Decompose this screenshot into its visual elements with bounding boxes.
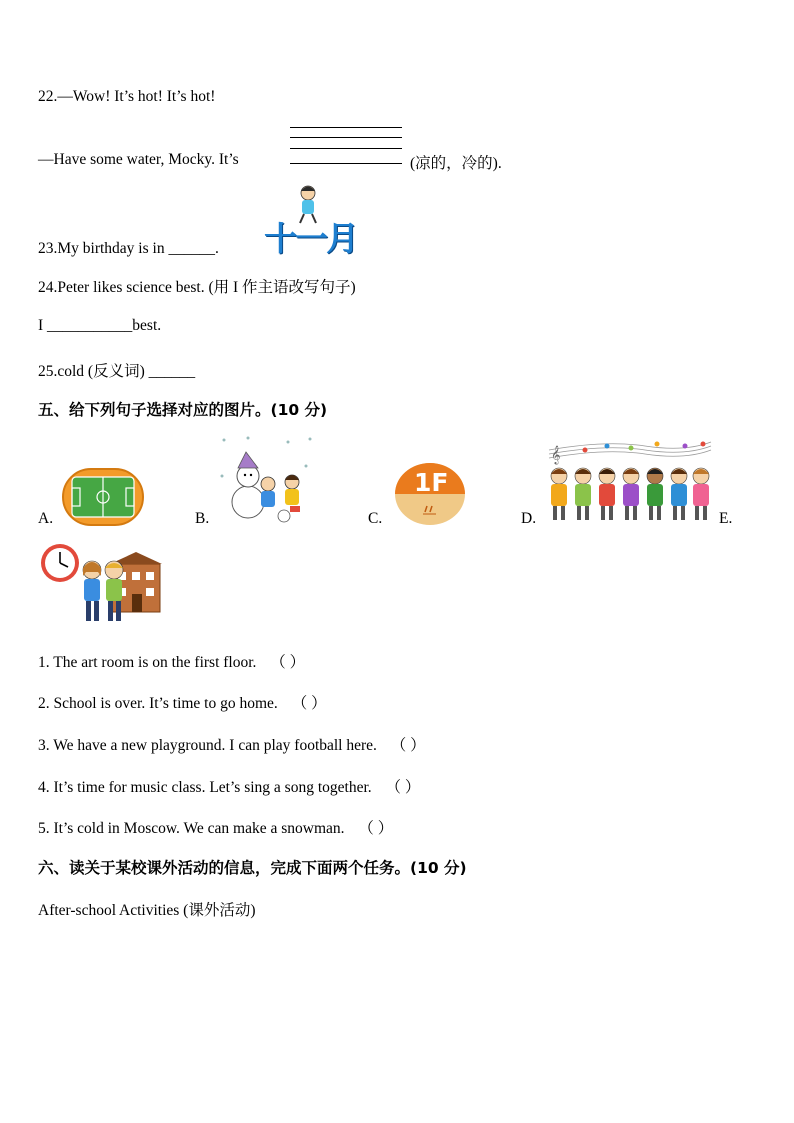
q24-answer-line: I ___________best. xyxy=(38,317,162,334)
floor-badge-text: 1F xyxy=(414,468,449,497)
sentence-4 xyxy=(38,775,420,797)
sentence-5 xyxy=(38,816,393,838)
svg-text:𝄞: 𝄞 xyxy=(551,445,561,464)
answer-blank-2[interactable]: （ ） xyxy=(291,695,327,712)
november-image xyxy=(262,183,358,258)
answer-blank-4[interactable]: （ ） xyxy=(385,779,421,796)
sentence-5-text: 5. It’s cold in Moscow. We can make a snowman. xyxy=(38,820,345,837)
sentence-4-text: 4. It’s time for music class. Let’s sing a song together. xyxy=(38,779,372,796)
option-label-a: A. xyxy=(38,510,54,527)
sentence-1-text: 1. The art room is on the first floor. xyxy=(38,654,257,671)
q25-text: 25.cold (反义词) ______ xyxy=(38,363,196,380)
first-floor-image xyxy=(394,462,466,531)
q22-line2-suffix: (凉的，冷的). xyxy=(410,155,502,172)
sentence-3 xyxy=(38,733,426,755)
november-text: 十一月 xyxy=(264,219,357,258)
sentence-2 xyxy=(38,691,327,713)
q24-text: 24.Peter likes science best. (用 I 作主语改写句子) xyxy=(38,279,356,296)
answer-blank-1[interactable]: （ ） xyxy=(270,654,306,671)
snowman-image xyxy=(218,436,314,529)
sentence-1 xyxy=(38,650,305,672)
football-field-icon xyxy=(62,468,144,526)
q22-blank-line xyxy=(290,137,402,138)
option-label-e: E. xyxy=(719,510,733,527)
sentence-2-text: 2. School is over. It’s time to go home. xyxy=(38,695,278,712)
q22-blank-line xyxy=(290,163,402,164)
music-class-icon xyxy=(545,434,713,526)
q22-line2-prefix: —Have some water, Mocky. It’s xyxy=(38,151,239,168)
going-home-image xyxy=(40,542,162,633)
option-label-d: D. xyxy=(521,510,537,527)
section6-heading: 六、读关于某校课外活动的信息，完成下面两个任务。(10 分) xyxy=(38,859,467,877)
section5-heading: 五、给下列句子选择对应的图片。(10 分) xyxy=(38,401,328,419)
option-label-c: C. xyxy=(368,510,383,527)
section6-subtitle: After-school Activities (课外活动) xyxy=(38,902,256,919)
snowman-icon xyxy=(218,436,314,524)
sentence-3-text: 3. We have a new playground. I can play football here. xyxy=(38,737,377,754)
answer-blank-3[interactable]: （ ） xyxy=(390,737,426,754)
q22-blank-line xyxy=(290,127,402,128)
q23-text: 23.My birthday is in ______. xyxy=(38,240,219,257)
playground-image xyxy=(62,468,144,531)
singing-children-image xyxy=(545,434,713,531)
q22-line1: 22.—Wow! It’s hot! It’s hot! xyxy=(38,88,216,105)
option-label-b: B. xyxy=(195,510,210,527)
q22-blank-line xyxy=(290,148,402,149)
school-clock-icon xyxy=(40,542,162,628)
answer-blank-5[interactable]: （ ） xyxy=(358,820,394,837)
